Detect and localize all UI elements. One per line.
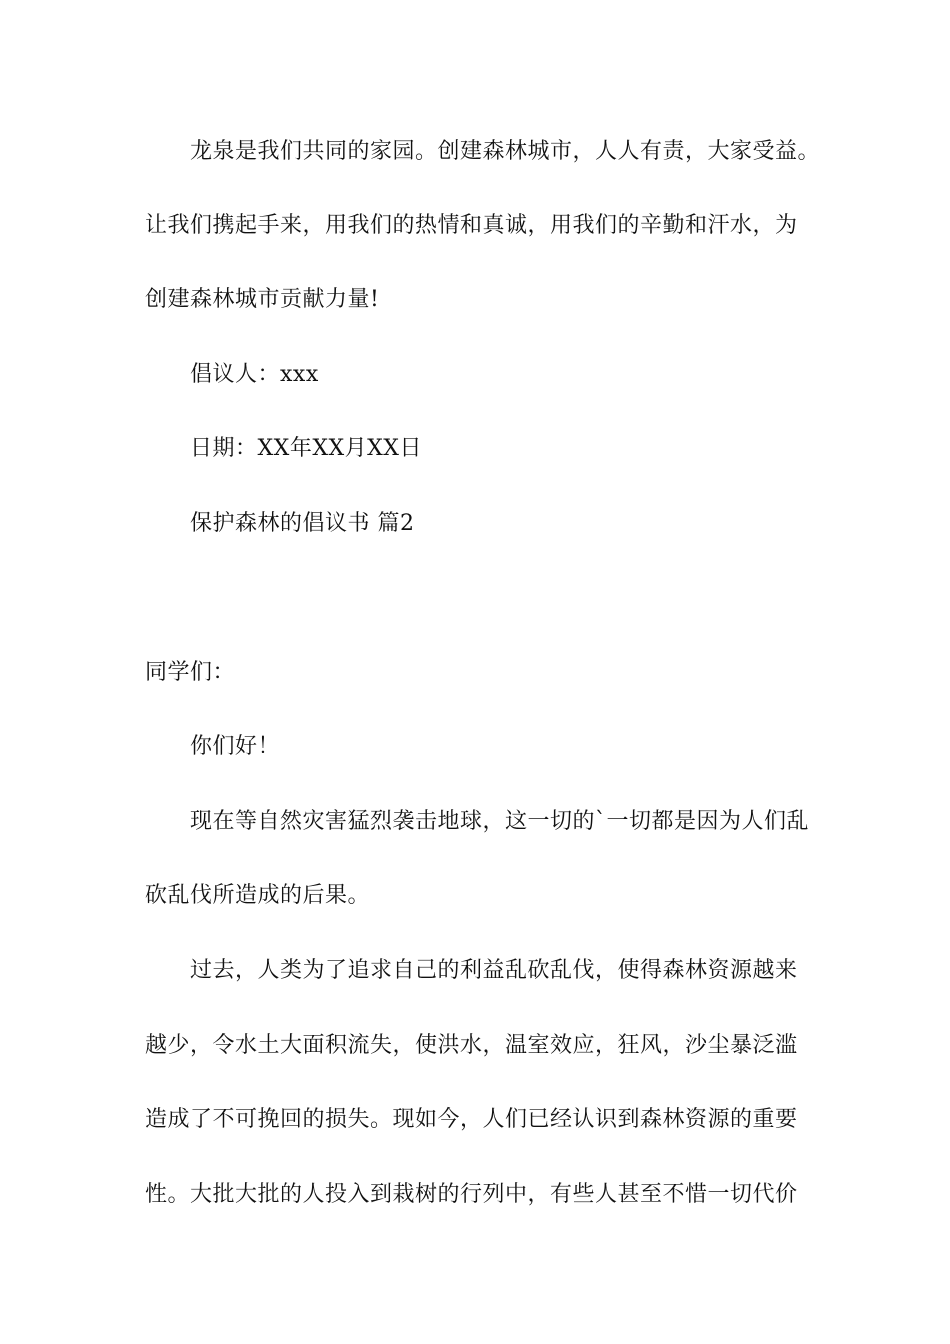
salutation-line: 同学们： bbox=[145, 660, 236, 685]
paragraph-line: 过去，人类为了追求自己的利益乱砍乱伐，使得森林资源越来 bbox=[190, 958, 798, 983]
paragraph-line: 越少，令水土大面积流失，使洪水，温室效应，狂风，沙尘暴泛滥 bbox=[145, 1033, 798, 1058]
paragraph-line: 创建森林城市贡献力量! bbox=[145, 287, 380, 312]
greeting-line: 你们好！ bbox=[190, 734, 281, 759]
paragraph-line: 龙泉是我们共同的家园。创建森林城市，人人有责，大家受益。 bbox=[190, 139, 821, 164]
paragraph-line: 让我们携起手来，用我们的热情和真诚，用我们的辛勤和汗水，为 bbox=[145, 213, 798, 238]
section-heading: 保护森林的倡议书 篇2 bbox=[190, 511, 415, 536]
paragraph-line: 性。大批大批的人投入到栽树的行列中，有些人甚至不惜一切代价 bbox=[145, 1182, 798, 1207]
paragraph-line: 造成了不可挽回的损失。现如今，人们已经认识到森林资源的重要 bbox=[145, 1107, 798, 1132]
signatory-line: 倡议人：xxx bbox=[190, 362, 319, 387]
paragraph-line: 砍乱伐所造成的后果。 bbox=[145, 883, 371, 908]
date-line: 日期：XX年XX月XX日 bbox=[190, 436, 422, 461]
paragraph-line: 现在等自然灾害猛烈袭击地球，这一切的`一切都是因为人们乱 bbox=[190, 809, 810, 834]
